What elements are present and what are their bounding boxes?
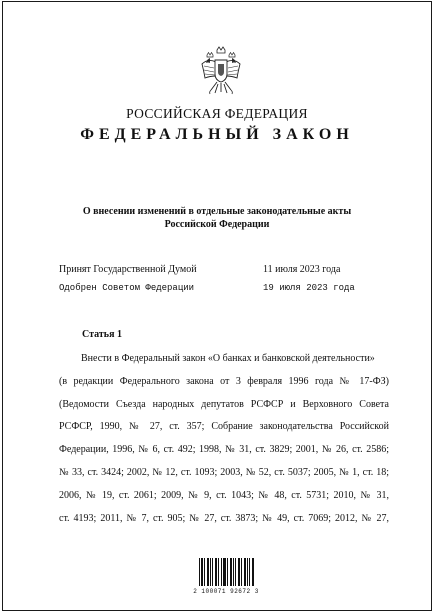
article-body — [59, 352, 389, 534]
country-name: РОССИЙСКАЯ ФЕДЕРАЦИЯ — [126, 106, 308, 121]
article-line: РСФСР, 1990, № 27, ст. 357; Собрание законодательства Российской — [59, 421, 389, 433]
law-title — [43, 205, 391, 231]
council-approval-date: 19 июля 2023 года — [263, 283, 355, 293]
article-line: (Ведомости Съезда народных депутатов РСФСР и Верховного Совета — [59, 398, 389, 410]
duma-adoption-date: 11 июля 2023 года — [263, 264, 341, 275]
law-title-line: Российской Федерации — [164, 219, 270, 230]
article-line: № 33, ст. 3424; 2002, № 12, ст. 1093; 2003, № 52, ст. 5037; 2005, № 1, ст. 18; — [59, 466, 389, 478]
council-approval-row — [59, 283, 389, 297]
article-line: Внести в Федеральный закон «О банках и банковской деятельности» — [81, 353, 375, 364]
article-line: (в редакции Федерального закона от 3 февраля 1996 года № 17-ФЗ) — [59, 375, 389, 387]
barcode-number: 2 100071 92672 3 — [193, 588, 259, 595]
article-line: 2006, № 19, ст. 2061; 2009, № 9, ст. 1043; № 48, ст. 5731; 2010, № 31, — [59, 489, 389, 501]
coat-of-arms-icon — [199, 46, 243, 96]
duma-adoption-label: Принят Государственной Думой — [59, 264, 197, 275]
article-line: Федерации, 1996, № 6, ст. 492; 1998, № 31, ст. 3829; 2001, № 26, ст. 2586; — [59, 444, 389, 456]
council-approval-label: Одобрен Советом Федерации — [59, 283, 195, 293]
article-line: ст. 4193; 2011, № 7, ст. 905; № 27, ст. 3873; № 49, ст. 7069; 2012, № 27, — [59, 512, 389, 524]
law-title-line: О внесении изменений в отдельные законодательные акты — [82, 206, 352, 217]
duma-adoption-row — [59, 264, 389, 278]
document-type: ФЕДЕРАЛЬНЫЙ ЗАКОН — [80, 126, 354, 143]
document-page — [2, 1, 432, 611]
article-heading: Статья 1 — [82, 329, 122, 340]
